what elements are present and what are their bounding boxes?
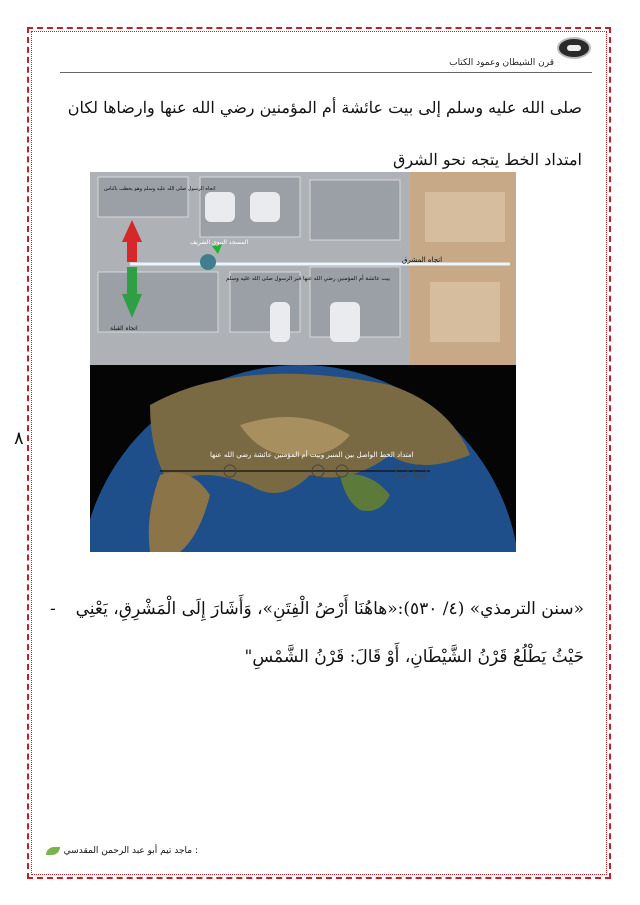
quill-icon <box>46 847 60 855</box>
label-mosque: المسجد النبوي الشريف <box>190 239 249 246</box>
label-line-extension: امتداد الخط الواصل بين المنبر وبيت أم المؤمنين عائشة رضي الله عنها <box>210 451 414 459</box>
book-logo-icon <box>557 37 591 59</box>
running-title: قرن الشيطان وعمود الكتاب <box>449 58 554 68</box>
author-name: : ماجد تيم أبو عبد الرحمن المقدسي <box>63 846 198 856</box>
body-paragraph: صلى الله عليه وسلم إلى بيت عائشة أم المؤمنين رضي الله عنها وارضاها لكان امتداد الخط يتجه نحو الشرق <box>67 98 582 169</box>
page-number: ٨ <box>14 428 24 449</box>
globe-image <box>90 365 516 552</box>
header-divider <box>60 72 592 73</box>
figure <box>90 172 516 552</box>
label-qibla: اتجاه القبلة <box>110 325 138 332</box>
label-prophet-direction: اتجاه الرسول صلى الله عليه وسلم وهو يخطب بالناس <box>104 186 216 192</box>
footer-author <box>46 846 198 856</box>
list-dash: - <box>50 599 56 619</box>
satellite-map-mosque <box>90 172 516 365</box>
hadith-quote <box>50 585 584 681</box>
label-aisha-house: بيت عائشة أم المؤمنين رضي الله عنها قبر الرسول صلى الله عليه وسلم <box>226 276 391 282</box>
label-east: اتجاه المشرق <box>402 256 443 264</box>
quote-text: «سنن الترمذي» (٤/ ٥٣٠):«هاهُنَا أَرْضُ الْفِتَنِ»، وَأَشَارَ إِلَى الْمَشْرِقِ، يَعْنِي حَيْثُ يَطْلُعُ قَرْنُ الشَّيْطَانِ، أَوْ قَالَ: قَرْنُ الشَّمْسِ" <box>75 599 584 667</box>
